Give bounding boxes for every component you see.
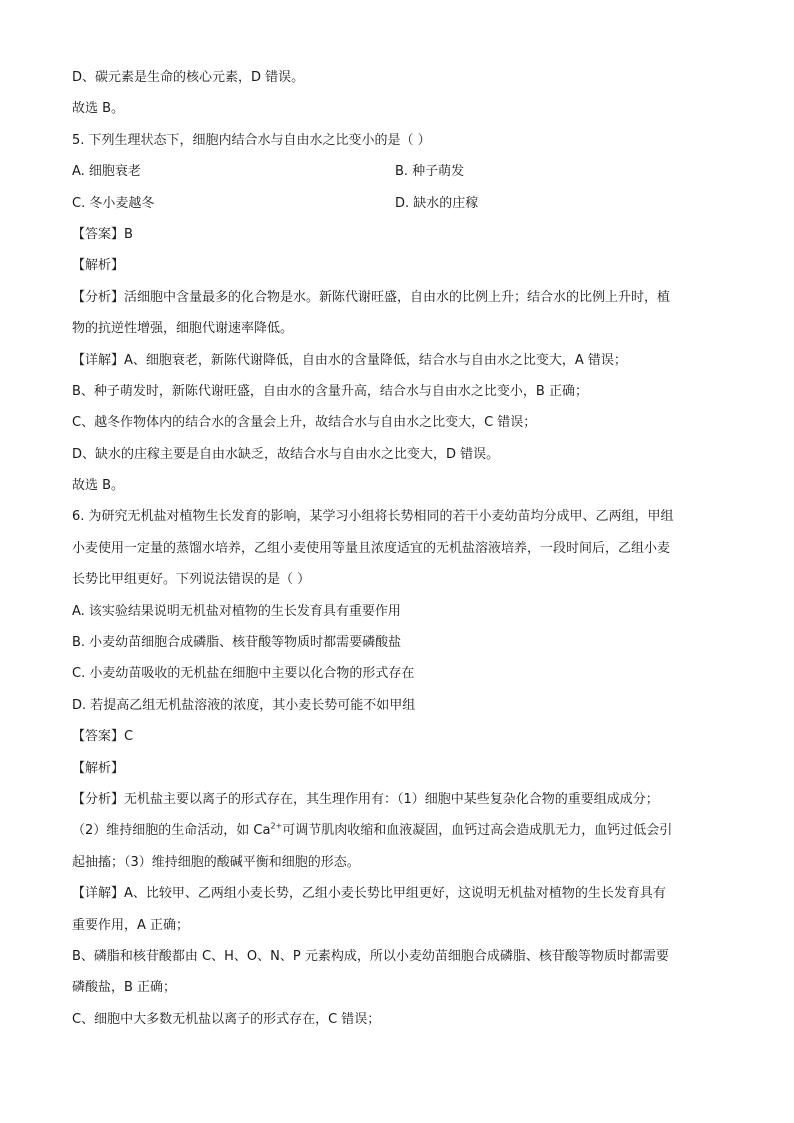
option-a: A. 细胞衰老 xyxy=(72,164,141,180)
text-line: B、种子萌发时，新陈代谢旺盛，自由水的含量升高，结合水与自由水之比变小，B 正确； xyxy=(72,383,588,399)
answer-line: 【答案】B xyxy=(72,226,133,242)
analysis-heading: 【解析】 xyxy=(72,760,125,776)
text-line: 磷酸盐，B 正确； xyxy=(72,980,177,996)
text-fragment: 可调节肌肉收缩和血液凝固，血钙过高会造成肌无力，血钙过低会引 xyxy=(282,823,673,839)
options-row xyxy=(72,156,732,187)
text-line: C、细胞中大多数无机盐以离子的形式存在，C 错误； xyxy=(72,1011,381,1027)
option-d: D. 若提高乙组无机盐溶液的浓度，其小麦长势可能不如甲组 xyxy=(72,697,416,713)
text-line: 故选 B。 xyxy=(72,478,125,494)
text-line: 长势比甲组更好。下列说法错误的是（ ） xyxy=(72,572,311,588)
text-line: D、碳元素是生命的核心元素，D 错误。 xyxy=(72,70,305,85)
option-b: B. 小麦幼苗细胞合成磷脂、核苷酸等物质时都需要磷酸盐 xyxy=(72,635,402,651)
text-line: 故选 B。 xyxy=(72,101,125,117)
text-line: 物的抗逆性增强，细胞代谢速率降低。 xyxy=(72,321,294,337)
text-fragment: （2）维持细胞的生命活动，如 Ca xyxy=(72,823,271,839)
superscript-charge: 2+ xyxy=(270,822,283,832)
option-b: B. 种子萌发 xyxy=(395,164,465,180)
option-c: C. 冬小麦越冬 xyxy=(72,195,155,211)
answer-line: 【答案】C xyxy=(72,729,134,745)
question-5-stem: 5. 下列生理状态下，细胞内结合水与自由水之比变小的是（ ） xyxy=(72,132,431,148)
option-a: A. 该实验结果说明无机盐对植物的生长发育具有重要作用 xyxy=(72,603,401,619)
option-d: D. 缺水的庄稼 xyxy=(395,195,479,211)
text-line: 【分析】活细胞中含量最多的化合物是水。新陈代谢旺盛，自由水的比例上升；结合水的比例上升时，植 xyxy=(72,289,671,305)
document-page xyxy=(72,62,732,1035)
text-line: 【详解】A、细胞衰老，新陈代谢降低，自由水的含量降低，结合水与自由水之比变大，A 错误； xyxy=(72,352,627,368)
text-line: C、越冬作物体内的结合水的含量会上升，故结合水与自由水之比变大，C 错误； xyxy=(72,415,537,431)
analysis-heading: 【解析】 xyxy=(72,258,125,274)
option-c: C. 小麦幼苗吸收的无机盐在细胞中主要以化合物的形式存在 xyxy=(72,666,415,682)
text-line: 【详解】A、比较甲、乙两组小麦长势，乙组小麦长势比甲组更好，这说明无机盐对植物的生长发育具有 xyxy=(72,886,666,902)
text-line: 重要作用，A 正确； xyxy=(72,917,190,933)
text-line: D、缺水的庄稼主要是自由水缺乏，故结合水与自由水之比变大，D 错误。 xyxy=(72,446,500,462)
text-line: 小麦使用一定量的蒸馏水培养，乙组小麦使用等量且浓度适宜的无机盐溶液培养，一段时间后，乙组小麦 xyxy=(72,540,671,556)
options-row xyxy=(72,188,732,219)
text-line xyxy=(72,815,732,846)
text-line: 【分析】无机盐主要以离子的形式存在，其生理作用有：（1）细胞中某些复杂化合物的重要组成成分； xyxy=(72,791,659,807)
text-line: 起抽搐；（3）维持细胞的酸碱平衡和细胞的形态。 xyxy=(72,854,360,870)
question-6-stem: 6. 为研究无机盐对植物生长发育的影响，某学习小组将长势相同的若干小麦幼苗均分成甲、乙两组，甲组 xyxy=(72,509,674,525)
text-line: B、磷脂和核苷酸都由 C、H、O、N、P 元素构成，所以小麦幼苗细胞合成磷脂、核苷酸等物质时都需要 xyxy=(72,948,669,964)
